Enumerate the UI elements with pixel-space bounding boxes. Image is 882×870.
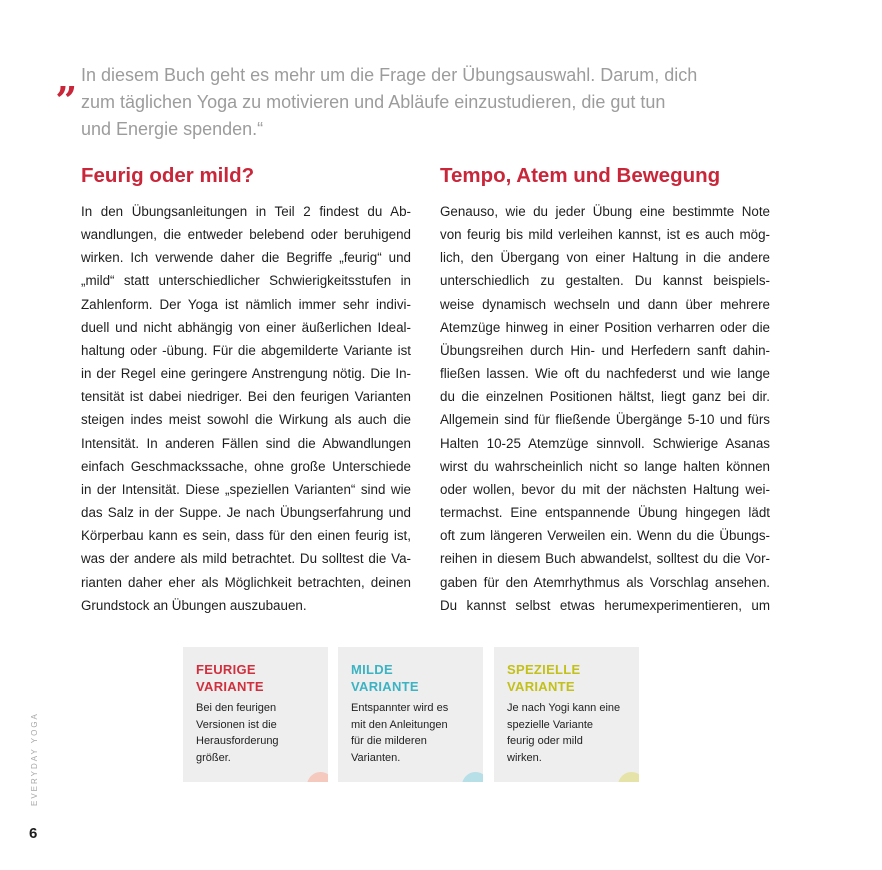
heading-feurig-oder-mild: Feurig oder mild? <box>81 164 255 187</box>
quote-mark: „ <box>56 56 78 101</box>
body-text-line: das Salz in der Suppe. Je nach Übungserfahrung und <box>81 505 411 521</box>
box-title <box>507 661 581 695</box>
box-text <box>351 700 448 766</box>
body-text-line: wirken. Ich verwende daher die Begriffe „feurig“ und <box>81 250 411 266</box>
body-text-line: fließen lassen. Wie oft du nachfederst und wie lange <box>440 366 770 382</box>
body-text-line: haltung oder -übung. Für die abgemilderte Variante ist <box>81 342 411 358</box>
box-text-line: Versionen ist die <box>196 718 277 731</box>
body-text-line: lich, den Übergang von einer Haltung in die andere <box>440 250 770 266</box>
body-text-line: Genauso, wie du jeder Übung eine bestimmte Note <box>440 204 770 219</box>
box-text-line: feurig oder mild <box>507 735 583 747</box>
body-text-line: Intensität. In anderen Fällen sind die Abwandlungen <box>81 435 411 451</box>
left-column-text <box>81 200 411 617</box>
body-text-line: Körperbau kann es sein, dass für den einen feurig ist, <box>81 528 411 544</box>
box-text-line: Bei den feurigen <box>196 702 277 714</box>
body-text-line: du die einzelnen Positionen hältst, liegt ganz bei dir. <box>440 389 770 405</box>
box-text-line: Je nach Yogi kann eine <box>507 702 621 714</box>
body-text-line: reihen in diesem Buch abwandelst, solltest du die Vor- <box>440 551 770 567</box>
body-text-line: Halten 10-25 Atemzüge sinnvoll. Schwierige Asanas <box>440 435 770 451</box>
decorative-dot <box>618 772 639 782</box>
body-text-line: was der andere als mild betrachtet. Du solltest die Va- <box>81 551 411 567</box>
box-text-line: größer. <box>196 751 231 764</box>
heading-tempo-atem-bewegung: Tempo, Atem und Bewegung <box>440 164 721 187</box>
body-text-line: tensität ist dabei niedriger. Bei den feurigen Varianten <box>81 389 411 405</box>
body-text-line: unterschiedlich zu gestalten. Du kannst beispiels- <box>440 273 770 289</box>
body-text-line: rianten daher eher als Möglichkeit betrachten, deinen <box>81 574 411 590</box>
box-text-line: mit den Anleitungen <box>351 718 448 731</box>
pull-quote-line: zum täglichen Yoga zu motivieren und Abläufe einzustudieren, die gut tun <box>81 92 666 112</box>
body-text-line: wandlungen, die entweder belebend oder beruhigend <box>81 227 411 243</box>
box-title <box>351 661 419 695</box>
box-title-line: MILDE <box>351 662 393 677</box>
box-milde-variante <box>338 647 483 782</box>
body-text-line: Du kannst selbst etwas herumexperimentieren, um <box>440 597 770 613</box>
pull-quote <box>81 62 741 143</box>
body-text-line: Grundstock an Übungen auszubauen. <box>81 597 307 613</box>
body-text-line: weise dynamisch wechseln und dann über mehrere <box>440 296 770 312</box>
box-text-line: Varianten. <box>351 751 401 764</box>
decorative-dot <box>307 772 328 782</box>
box-spezielle-variante <box>494 647 639 782</box>
body-text-line: in der Regel eine geringere Anstrengung nötig. Die In- <box>81 366 411 382</box>
side-label <box>30 712 40 806</box>
body-text-line: duell und nicht abhängig von einer äußerlichen Ideal- <box>81 319 411 335</box>
pull-quote-line: In diesem Buch geht es mehr um die Frage der Übungsauswahl. Darum, dich <box>81 65 698 85</box>
box-text <box>196 700 279 766</box>
body-text-line: steigen indes meist sowohl die Wirkung als auch die <box>81 412 411 428</box>
body-text-line: oft zum längeren Verweilen ein. Wenn du die Übungs- <box>440 528 770 544</box>
box-feurige-variante <box>183 647 328 782</box>
box-text-line: Entspannter wird es <box>351 702 449 714</box>
body-text-line: In den Übungsanleitungen in Teil 2 findest du Ab- <box>81 204 411 219</box>
body-text-line: Übungsreihen durch Hin- und Herfedern sanft dahin- <box>440 342 770 358</box>
box-text-line: Herausforderung <box>196 735 279 747</box>
body-text-line: einfach Geschmackssache, ohne große Unterschiede <box>81 458 411 474</box>
body-text-line: Allgemein sind für fließende Übergänge 5-10 und fürs <box>440 412 770 428</box>
body-text-line: gaben für den Atemrhythmus als Vorschlag ansehen. <box>440 574 770 590</box>
page-number: 6 <box>29 825 38 842</box>
body-text-line: Atemzüge hinweg in einer Position verharren oder die <box>440 319 770 335</box>
pull-quote-line: und Energie spenden.“ <box>81 119 264 139</box>
box-title <box>196 661 264 695</box>
decorative-dot <box>462 772 483 782</box>
body-text-line: Zahlenform. Der Yoga ist nämlich immer sehr indivi- <box>81 296 411 312</box>
box-title-line: VARIANTE <box>507 679 575 694</box>
right-column-text <box>440 200 770 617</box>
body-text-line: wirst du wahrscheinlich nicht so lange halten können <box>440 458 770 474</box>
box-text-line: spezielle Variante <box>507 718 594 731</box>
box-title-line: VARIANTE <box>351 679 419 694</box>
box-title-line: FEURIGE <box>196 662 256 677</box>
side-label-text: EVERYDAY YOGA <box>30 712 39 806</box>
box-text <box>507 700 620 766</box>
body-text-line: termachst. Eine entspannende Übung hingegen lädt <box>440 505 770 521</box>
box-text-line: für die milderen <box>351 735 427 747</box>
box-text-line: wirken. <box>507 751 542 764</box>
body-text-line: „mild“ statt unterschiedlicher Schwierigkeitsstufen in <box>81 273 411 289</box>
body-text-line: von feurig bis mild verleihen kannst, ist es auch mög- <box>440 227 770 243</box>
body-text-line: in der Intensität. Diese „speziellen Varianten“ sind wie <box>81 481 411 497</box>
box-title-line: VARIANTE <box>196 679 264 694</box>
body-text-line: oder wollen, bevor du mit der nächsten Haltung wei- <box>440 481 770 497</box>
box-title-line: SPEZIELLE <box>507 662 581 677</box>
